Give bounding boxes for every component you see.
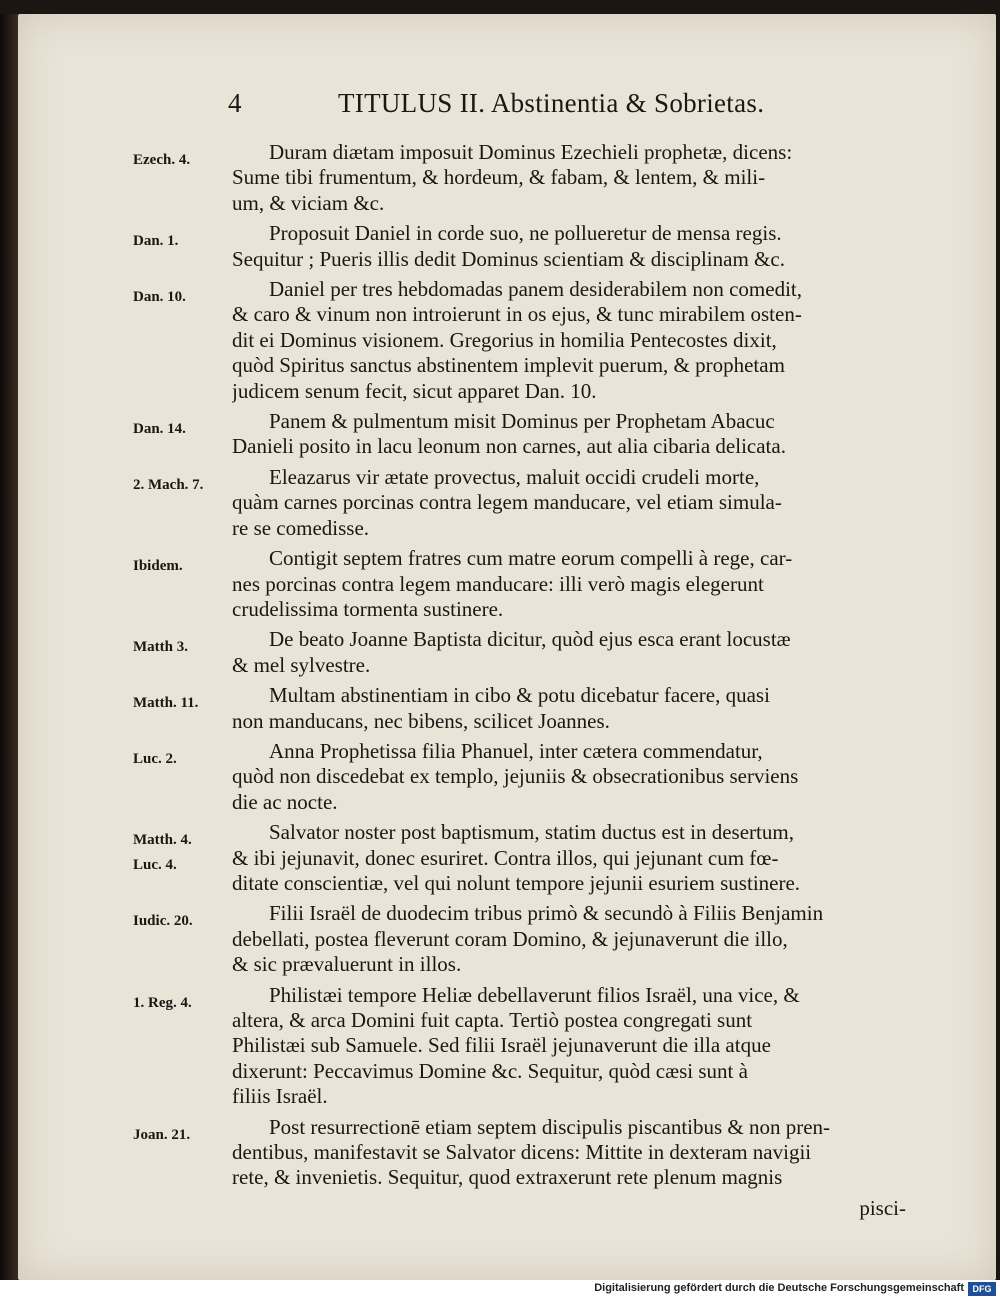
scripture-reference: Dan. 1. — [133, 233, 179, 250]
text-line: & sic prævaluerunt in illos. — [232, 952, 462, 977]
digitization-footer — [0, 1280, 1000, 1298]
paragraph — [232, 409, 912, 460]
text-line: Contigit septem fratres cum matre eorum compelli à rege, car- — [269, 546, 793, 571]
text-line: crudelissima tormenta sustinere. — [232, 596, 504, 621]
text-entry — [0, 221, 1000, 272]
text-line: Duram diætam imposuit Dominus Ezechieli prophetæ, dicens: — [269, 140, 793, 164]
text-line: Sume tibi frumentum, & hordeum, & fabam, & lentem, & mili- — [232, 165, 766, 190]
scripture-reference: Joan. 21. — [133, 1126, 191, 1143]
text-line: rete, & invenietis. Sequitur, quod extraxerunt rete plenum magnis — [232, 1165, 783, 1190]
margin-reference — [133, 828, 243, 878]
scripture-reference: Matth. 4. — [133, 832, 192, 849]
text-line: ditate conscientiæ, vel qui nolunt tempore jejunii esuriem sustinere. — [232, 870, 801, 895]
text-line: die ac nocte. — [232, 789, 338, 814]
margin-reference — [133, 635, 243, 660]
margin-reference — [133, 747, 243, 772]
paragraph — [232, 140, 912, 216]
text-line: quòd Spiritus sanctus abstinentem implevit puerum, & prophetam — [232, 353, 785, 378]
text-line: dentibus, manifestavit se Salvator dicens: Mittite in dexteram navigii — [232, 1140, 812, 1165]
margin-reference — [133, 148, 243, 173]
text-line: um, & viciam &c. — [232, 190, 385, 215]
text-entry — [0, 546, 1000, 622]
paragraph — [232, 465, 912, 541]
text-entry — [0, 683, 1000, 734]
paragraph — [232, 277, 912, 404]
text-line: Salvator noster post baptismum, statim ductus est in desertum, — [269, 820, 794, 845]
text-line: Danieli posito in lacu leonum non carnes, aut alia cibaria delicata. — [232, 434, 786, 459]
paragraph — [232, 739, 912, 815]
paragraph — [232, 1115, 912, 1191]
text-line: & ibi jejunavit, donec esuriret. Contra illos, qui jejunant cum fœ- — [232, 845, 779, 870]
margin-reference — [133, 909, 243, 934]
dfg-logo: DFG — [968, 1282, 996, 1296]
paragraph — [232, 983, 912, 1110]
text-line: judicem senum fecit, sicut apparet Dan. 10. — [232, 378, 597, 403]
paragraph — [232, 820, 912, 896]
margin-reference — [133, 417, 243, 442]
text-line: Sequitur ; Pueris illis dedit Dominus scientiam & disciplinam &c. — [232, 246, 785, 271]
scripture-reference: Matth 3. — [133, 639, 188, 656]
text-entry — [0, 465, 1000, 541]
margin-reference — [133, 691, 243, 716]
text-line: dixerunt: Peccavimus Domine &c. Sequitur, quòd cæsi sunt à — [232, 1058, 748, 1083]
paragraph — [232, 901, 912, 977]
scripture-reference: Luc. 4. — [133, 857, 177, 874]
text-line: Philistæi tempore Heliæ debellaverunt filios Israël, una vice, & — [269, 982, 800, 1007]
text-line: Daniel per tres hebdomadas panem desiderabilem non comedit, — [269, 277, 802, 302]
scripture-reference: Luc. 2. — [133, 750, 177, 767]
paragraph — [232, 683, 912, 734]
scripture-reference: Ezech. 4. — [133, 152, 191, 168]
scripture-reference: Iudic. 20. — [133, 913, 193, 930]
text-entry — [0, 1115, 1000, 1191]
margin-reference — [133, 1123, 243, 1148]
text-entry — [0, 820, 1000, 896]
margin-reference — [133, 473, 243, 498]
text-line: quòd non discedebat ex templo, jejuniis & obsecrationibus serviens — [232, 764, 799, 789]
scripture-reference: 2. Mach. 7. — [133, 476, 204, 493]
text-line: & caro & vinum non introierunt in os ejus, & tunc mirabilem osten- — [232, 302, 802, 327]
text-entry — [0, 409, 1000, 460]
text-line: Philistæi sub Samuele. Sed filii Israël jejunaverunt die illa atque — [232, 1033, 771, 1058]
funding-notice: Digitalisierung gefördert durch die Deutsche Forschungsgemeinschaft — [594, 1282, 964, 1294]
text-entry — [0, 901, 1000, 977]
running-header — [0, 88, 1000, 128]
scripture-reference: 1. Reg. 4. — [133, 994, 192, 1011]
text-line: Multam abstinentiam in cibo & potu dicebatur facere, quasi — [269, 683, 770, 708]
text-line: debellati, postea fleverunt coram Domino, & jejunaverunt die illo, — [232, 926, 788, 951]
text-line: re se comedisse. — [232, 515, 370, 540]
text-line: Panem & pulmentum misit Dominus per Prophetam Abacuc — [269, 409, 775, 434]
text-line: & mel sylvestre. — [232, 652, 371, 677]
scripture-reference: Matth. 11. — [133, 695, 199, 712]
text-line: altera, & arca Domini fuit capta. Tertiò postea congregati sunt — [232, 1008, 753, 1032]
text-line: Post resurrectionē etiam septem discipulis piscantibus & non pren- — [269, 1114, 831, 1139]
scripture-reference: Dan. 14. — [133, 421, 186, 438]
text-line: De beato Joanne Baptista dicitur, quòd ejus esca erant locustæ — [269, 627, 791, 652]
text-line: Proposuit Daniel in corde suo, ne pollueretur de mensa regis. — [269, 221, 782, 246]
margin-reference — [133, 554, 243, 579]
margin-reference — [133, 229, 243, 254]
scripture-reference: Ibidem. — [133, 558, 183, 575]
text-entry — [0, 277, 1000, 404]
text-line: quàm carnes porcinas contra legem manducare, vel etiam simula- — [232, 490, 782, 515]
text-entry — [0, 627, 1000, 678]
margin-reference — [133, 285, 243, 310]
paragraph — [232, 546, 912, 622]
paragraph — [232, 221, 912, 272]
text-line: Anna Prophetissa filia Phanuel, inter cætera commendatur, — [269, 738, 763, 763]
catchword: pisci- — [859, 1195, 906, 1220]
text-entry — [0, 739, 1000, 815]
running-title: TITULUS II. Abstinentia & Sobrietas. — [338, 88, 765, 118]
text-line: filiis Israël. — [232, 1084, 328, 1109]
margin-reference — [133, 991, 243, 1016]
text-body — [0, 140, 1000, 1221]
text-line: Filii Israël de duodecim tribus primò & secundò à Filiis Benjamin — [269, 901, 824, 926]
text-entry — [0, 983, 1000, 1110]
page-number: 4 — [228, 88, 242, 118]
text-line: non manducans, nec bibens, scilicet Joannes. — [232, 708, 610, 733]
text-entry — [0, 140, 1000, 216]
text-line: dit ei Dominus visionem. Gregorius in homilia Pentecostes dixit, — [232, 327, 777, 352]
text-line: Eleazarus vir ætate provectus, maluit occidi crudeli morte, — [269, 464, 760, 489]
paragraph — [232, 627, 912, 678]
scripture-reference: Dan. 10. — [133, 289, 186, 306]
text-line: nes porcinas contra legem manducare: illi verò magis elegerunt — [232, 571, 764, 596]
